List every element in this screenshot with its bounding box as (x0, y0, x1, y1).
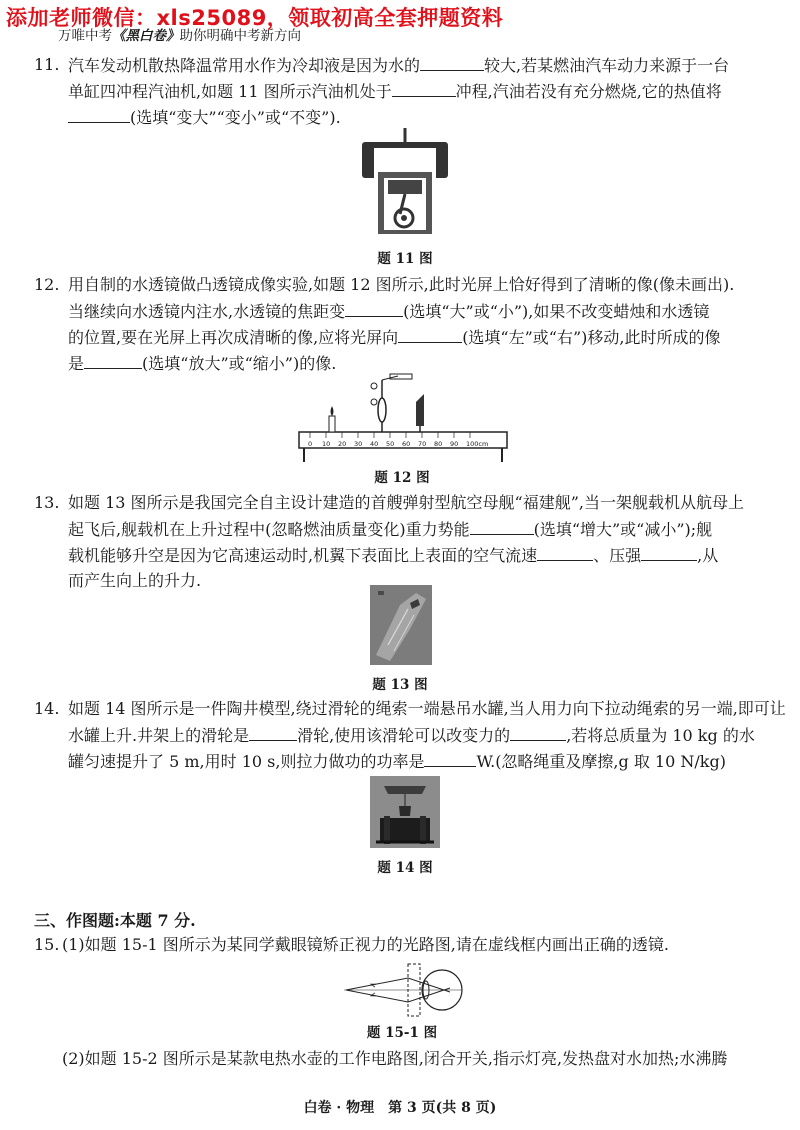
ruler-label-20: 20 (338, 440, 347, 448)
engine-figure (360, 128, 450, 240)
q14-number: 14. (34, 699, 60, 718)
q13-number: 13. (34, 493, 60, 512)
q14-caption: 题 14 图 (377, 860, 433, 876)
q12-line1: 用自制的水透镜做凸透镜成像实验,如题 12 图所示,此时光屏上恰好得到了清晰的像(像未画出). (68, 275, 735, 294)
q14-line2: 水罐上升.井架上的滑轮是 滑轮,使用该滑轮可以改变力的 ,若将总质量为 10 kg 的水 (68, 722, 755, 749)
q15-part2: (2)如题 15-2 图所示是某款电热水壶的工作电路图,闭合开关,指示灯亮,发热盘对水加热;水沸腾 (62, 1049, 728, 1068)
aircraft-carrier-photo (370, 585, 432, 665)
q13-line2: 起飞后,舰载机在上升过程中(忽略燃油质量变化)重力势能 (选填“增大”或“减小”);舰 (68, 516, 712, 543)
q12-number: 12. (34, 275, 60, 294)
ruler-label-30: 30 (354, 440, 363, 448)
series-header (58, 24, 301, 44)
ruler-label-80: 80 (434, 440, 443, 448)
eye-lens-figure (338, 960, 468, 1020)
ruler-label-100cm: 100cm (466, 440, 489, 448)
q13-line4: 而产生向上的升力. (68, 571, 202, 590)
ruler-label-50: 50 (386, 440, 395, 448)
q15-number: 15. (34, 935, 60, 954)
q13-line3: 载机能够升空是因为它高速运动时,机翼下表面比上表面的空气流速 、压强 ,从 (68, 542, 718, 569)
q11-line1: 汽车发动机散热降温常用水作为冷却液是因为水的 较大,若某燃油汽车动力来源于一台 (68, 52, 729, 79)
ruler-label-60: 60 (402, 440, 411, 448)
ruler-label-90: 90 (450, 440, 459, 448)
page-footer: 白卷 · 物理 第 3 页(共 8 页) (303, 1100, 497, 1116)
q11-number: 11. (34, 55, 60, 74)
q12-line3: 的位置,要在光屏上再次成清晰的像,应将光屏向 (选填“左”或“右”)移动,此时所成的像 (68, 324, 720, 351)
ruler-label-40: 40 (370, 440, 379, 448)
q15-part1: (1)如题 15-1 图所示为某同学戴眼镜矫正视力的光路图,请在虚线框内画出正确的透镜. (62, 935, 669, 954)
lens-bench-figure (298, 372, 508, 464)
q14-line3: 罐匀速提升了 5 m,用时 10 s,则拉力做功的功率是 W.(忽略绳重及摩擦,g 取 10 N/kg) (68, 748, 726, 775)
q12-line4: 是 (选填“放大”或“缩小”)的像. (68, 350, 336, 377)
q15-caption: 题 15-1 图 (366, 1025, 438, 1041)
q11-line3: (选填“变大”“变小”或“不变”). (68, 104, 341, 131)
header-suffix: 助你明确中考新方向 (179, 28, 301, 44)
ruler-label-70: 70 (418, 440, 427, 448)
header-prefix: 万唯中考 (58, 28, 112, 44)
q11-line2: 单缸四冲程汽油机,如题 11 图所示汽油机处于 冲程,汽油若没有充分燃烧,它的热值将 (68, 78, 722, 105)
q12-caption: 题 12 图 (374, 470, 430, 486)
q14-line1: 如题 14 图所示是一件陶井模型,绕过滑轮的绳索一端悬吊水罐,当人用力向下拉动绳索的另一端,即可让 (68, 699, 786, 718)
q11-caption: 题 11 图 (377, 251, 433, 267)
ruler-label-10: 10 (322, 440, 331, 448)
section-heading: 三、作图题:本题 7 分. (34, 911, 196, 930)
header-brand: 《黑白卷》 (112, 28, 180, 44)
pottery-well-photo (370, 776, 440, 848)
ruler-label-0: 0 (308, 440, 313, 448)
q13-caption: 题 13 图 (372, 677, 428, 693)
q13-line1: 如题 13 图所示是我国完全自主设计建造的首艘弹射型航空母舰“福建舰”,当一架舰载机从航母上 (68, 493, 744, 512)
watermark-banner: 添加老师微信：xls25089，领取初高全套押题资料 (6, 6, 504, 30)
q12-line2: 当继续向水透镜内注水,水透镜的焦距变 (选填“大”或“小”),如果不改变蜡烛和水透镜 (68, 298, 709, 325)
